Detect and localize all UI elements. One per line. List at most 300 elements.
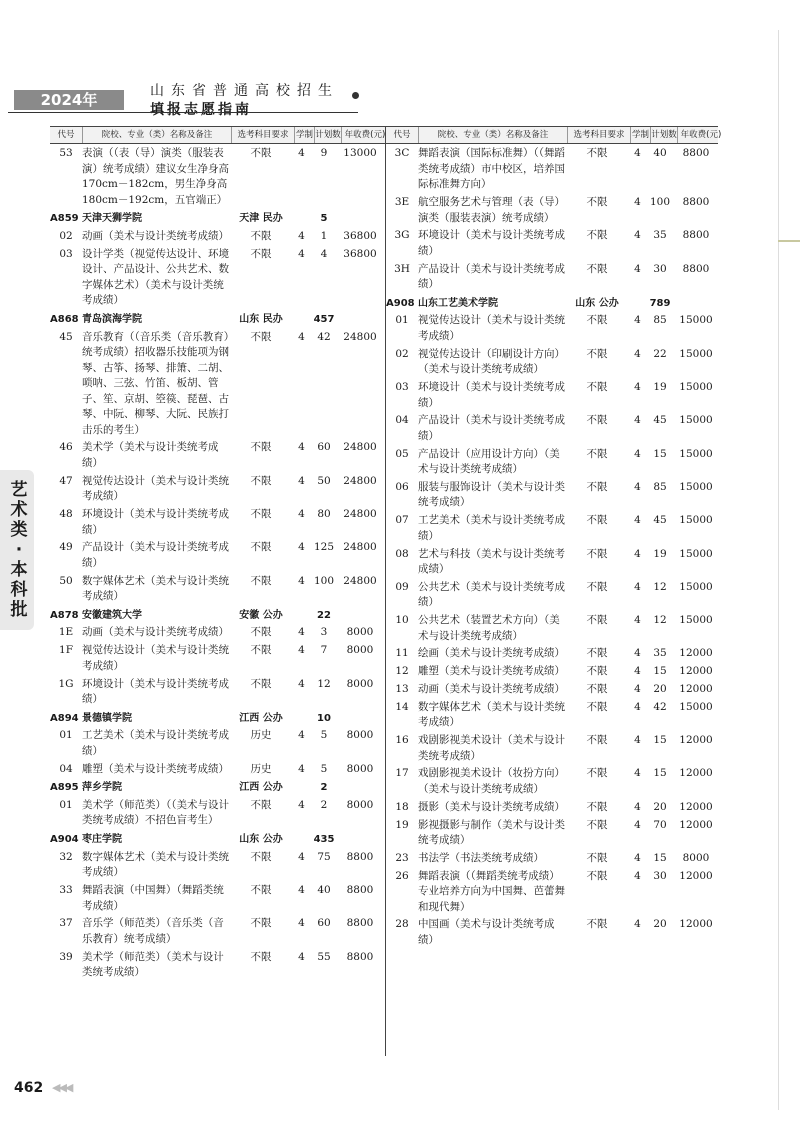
row-years: 4: [634, 818, 641, 831]
row-code: 01: [395, 314, 409, 327]
row-fee: 15000: [679, 347, 713, 360]
row-plan: 30: [653, 869, 667, 882]
row-years: 4: [298, 508, 305, 521]
row-name: 动画（美术与设计类统考成绩）: [82, 230, 229, 243]
row-years: 4: [634, 580, 641, 593]
table-row: [50, 474, 385, 505]
row-name: 产品设计（美术与设计类统考成绩）: [418, 262, 565, 291]
row-name: 天津天狮学院: [82, 213, 142, 225]
row-code: 39: [59, 950, 73, 963]
row-years: 4: [634, 614, 641, 627]
row-plan: 15: [653, 767, 667, 780]
table-row: [386, 146, 718, 193]
row-code: 18: [395, 800, 409, 813]
row-code: 17: [395, 767, 409, 780]
row-name: 青岛滨海学院: [82, 313, 142, 325]
row-requirement: 江西 公办: [239, 712, 283, 724]
row-name: 舞蹈表演（（舞蹈类统考成绩）专业培养方向为中国舞、芭蕾舞和现代舞）: [418, 869, 565, 913]
row-years: 4: [634, 147, 641, 160]
row-name: 设计学类（视觉传达设计、环境设计、产品设计、公共艺术、数字媒体艺术）（美术与设计类统考成绩）: [82, 247, 229, 307]
row-plan: 20: [653, 918, 667, 931]
page-edge-tick: [778, 240, 800, 242]
row-requirement: 不限: [250, 884, 272, 897]
row-code: 23: [395, 851, 409, 864]
table-row: [386, 313, 718, 344]
row-years: 4: [634, 262, 641, 275]
row-requirement: 不限: [250, 850, 272, 863]
row-years: 4: [298, 798, 305, 811]
row-name: 美术学（师范类）（（美术与设计类统考成绩）不招色盲考生）: [82, 798, 229, 827]
row-years: 4: [634, 918, 641, 931]
row-plan: 9: [320, 147, 328, 160]
row-years: 4: [634, 229, 641, 242]
row-requirement: 不限: [250, 798, 272, 811]
page-number: 462: [14, 1080, 44, 1096]
row-requirement: 不限: [586, 480, 608, 493]
row-years: 4: [298, 330, 305, 343]
year-tag: 2024年: [14, 90, 124, 110]
row-name: 枣庄学院: [82, 833, 122, 845]
row-name: 舞蹈表演（中国舞）（舞蹈类统考成绩）: [82, 884, 224, 912]
row-years: [628, 296, 647, 312]
header-fee: 年收费(元): [344, 130, 386, 140]
table-row: [386, 851, 718, 867]
row-requirement: 天津 民办: [239, 213, 283, 225]
row-code: 16: [395, 734, 409, 747]
row-years: 4: [298, 884, 305, 897]
row-requirement: 不限: [586, 767, 608, 780]
row-name: 环境设计（美术与设计类统考成绩）: [82, 677, 229, 706]
row-code: 3G: [394, 229, 410, 242]
row-requirement: 山东 民办: [239, 313, 283, 325]
row-requirement: 历史: [250, 762, 272, 775]
table-row: [386, 869, 718, 916]
row-plan: 45: [653, 414, 667, 427]
row-name: 环境设计（美术与设计类统考成绩）: [418, 229, 565, 257]
row-requirement: 不限: [586, 381, 608, 394]
page-arrows-icon: ◀◀◀: [52, 1081, 72, 1094]
header-years: 学制: [295, 127, 315, 143]
table-row: [386, 580, 718, 611]
row-fee: 36800: [343, 247, 377, 260]
table-row: [386, 380, 718, 411]
table-row: [50, 540, 385, 571]
school-row: [50, 780, 385, 796]
row-fee: 13000: [343, 147, 377, 160]
header-code: 代号: [50, 127, 83, 143]
row-code: 19: [395, 818, 409, 831]
row-plan: 42: [653, 700, 667, 713]
table-row: [50, 330, 385, 439]
row-years: 4: [634, 314, 641, 327]
row-years: 4: [298, 247, 305, 260]
table-row: [386, 447, 718, 478]
row-code: 13: [395, 683, 409, 696]
table-row: [386, 818, 718, 849]
row-years: 4: [634, 381, 641, 394]
row-code: 28: [395, 918, 409, 931]
row-plan: 12: [653, 580, 667, 593]
row-years: 4: [634, 869, 641, 882]
row-plan: 15: [653, 447, 667, 460]
row-name: 戏剧影视美术设计（美术与设计类统考成绩）: [418, 734, 565, 762]
row-name: 摄影（美术与设计类统考成绩）: [418, 800, 565, 813]
row-years: 4: [298, 147, 305, 160]
header-years: 学制: [631, 127, 651, 143]
row-fee: 8000: [346, 644, 374, 657]
row-requirement: 不限: [586, 800, 608, 813]
row-years: 4: [298, 677, 305, 690]
table-row: [50, 625, 385, 641]
row-fee: [337, 832, 383, 848]
left-table-body: [50, 146, 385, 980]
row-code: 1E: [58, 626, 74, 639]
row-plan: 15: [653, 851, 667, 864]
row-years: 4: [634, 547, 641, 560]
row-requirement: 不限: [250, 330, 272, 343]
row-name: 公共艺术（美术与设计类统考成绩）: [418, 580, 565, 609]
row-plan: 3: [320, 626, 328, 639]
row-name: 服装与服饰设计（美术与设计类统考成绩）: [418, 480, 565, 509]
school-row: [50, 211, 385, 227]
row-requirement: 不限: [250, 574, 272, 587]
table-row: [50, 728, 385, 759]
row-years: [292, 211, 311, 227]
row-name: 动画（美术与设计类统考成绩）: [82, 626, 229, 639]
row-name: 表演（（表（导）演类（服装表演）统考成绩）建议女生净身高170cm－182cm，男生净身高180cm－192cm，五官端正）: [82, 147, 229, 206]
row-code: 12: [395, 665, 409, 678]
row-fee: 15000: [679, 314, 713, 327]
row-plan: 1: [320, 230, 328, 243]
row-code: 02: [59, 230, 73, 243]
row-fee: 8000: [346, 677, 374, 690]
row-plan: 40: [653, 147, 667, 160]
row-plan: 42: [317, 330, 331, 343]
row-code: 02: [395, 347, 409, 360]
row-years: 4: [634, 514, 641, 527]
row-code: 01: [59, 798, 73, 811]
row-years: [292, 312, 311, 328]
row-fee: 8800: [682, 196, 710, 209]
table-row: [50, 574, 385, 605]
side-tab-label: 艺术类·本科批: [10, 480, 28, 620]
row-code: A894: [50, 712, 79, 724]
row-requirement: 不限: [250, 230, 272, 243]
row-fee: 12000: [679, 918, 713, 931]
row-code: 14: [395, 700, 409, 713]
row-fee: 8800: [346, 884, 374, 897]
row-name: 书法学（书法类统考成绩）: [418, 851, 544, 864]
row-years: [292, 832, 311, 848]
row-years: [292, 780, 311, 796]
table-row: [386, 646, 718, 662]
left-column: [50, 126, 385, 981]
row-requirement: 不限: [586, 147, 608, 160]
row-code: 10: [395, 614, 409, 627]
row-name: 环境设计（美术与设计类统考成绩）: [418, 381, 565, 409]
row-fee: [337, 312, 383, 328]
row-code: 04: [395, 414, 409, 427]
row-code: 1G: [58, 677, 74, 690]
row-requirement: 不限: [586, 447, 608, 460]
row-requirement: 不限: [586, 851, 608, 864]
row-requirement: 不限: [586, 683, 608, 696]
row-fee: 8000: [346, 626, 374, 639]
row-years: [292, 711, 311, 727]
table-row: [386, 513, 718, 544]
row-name: 音乐学（师范类）（音乐类（音乐教育）统考成绩）: [82, 917, 224, 945]
row-years: 4: [634, 734, 641, 747]
row-plan: 2: [320, 782, 328, 794]
row-code: 01: [59, 729, 73, 742]
row-code: 03: [59, 247, 73, 260]
row-fee: 8000: [346, 729, 374, 742]
table-row: [386, 480, 718, 511]
row-plan: 40: [317, 884, 331, 897]
row-years: 4: [634, 700, 641, 713]
row-plan: 75: [317, 850, 331, 863]
row-plan: 15: [653, 665, 667, 678]
row-name: 美术学（师范类）（美术与设计类统考成绩）: [82, 950, 224, 979]
table-row: [50, 798, 385, 829]
row-requirement: 不限: [250, 247, 272, 260]
row-years: 4: [634, 665, 641, 678]
row-code: 03: [395, 381, 409, 394]
row-fee: 12000: [679, 683, 713, 696]
row-code: 46: [59, 441, 73, 454]
row-requirement: 不限: [250, 508, 272, 521]
right-column: [386, 126, 722, 948]
row-requirement: 不限: [250, 441, 272, 454]
row-code: 48: [59, 508, 73, 521]
row-years: 4: [634, 347, 641, 360]
row-fee: 15000: [679, 480, 713, 493]
row-code: A868: [50, 313, 79, 325]
table-row: [386, 547, 718, 578]
row-plan: 10: [317, 712, 331, 724]
row-requirement: 不限: [586, 734, 608, 747]
row-requirement: 不限: [586, 869, 608, 882]
row-years: 4: [634, 196, 641, 209]
row-plan: 30: [653, 262, 667, 275]
table-row: [386, 800, 718, 816]
row-plan: 20: [653, 683, 667, 696]
row-requirement: 不限: [586, 347, 608, 360]
table-row: [386, 347, 718, 378]
header-plan: 计划数: [651, 127, 678, 143]
row-fee: 12000: [679, 800, 713, 813]
row-fee: [673, 296, 719, 312]
row-plan: 80: [317, 508, 331, 521]
row-plan: 15: [653, 734, 667, 747]
header-name: 院校、专业（类）名称及备注: [83, 127, 232, 143]
school-row: [50, 312, 385, 328]
table-row: [386, 262, 718, 293]
row-years: 4: [298, 474, 305, 487]
row-years: 4: [298, 644, 305, 657]
table-row: [386, 195, 718, 226]
row-code: A895: [50, 782, 79, 794]
row-name: 艺术与科技（美术与设计类统考成绩）: [418, 547, 565, 576]
table-row: [50, 850, 385, 881]
row-fee: [337, 608, 383, 624]
row-requirement: 不限: [250, 644, 272, 657]
row-fee: 12000: [679, 767, 713, 780]
row-plan: 435: [313, 833, 335, 845]
row-requirement: 不限: [586, 196, 608, 209]
table-row: [50, 229, 385, 245]
row-fee: 15000: [679, 580, 713, 593]
row-years: 4: [298, 850, 305, 863]
row-years: 4: [298, 574, 305, 587]
table-row: [50, 762, 385, 778]
row-plan: 60: [317, 441, 331, 454]
row-plan: 45: [653, 514, 667, 527]
table-header-left: [50, 126, 385, 144]
row-name: 景德镇学院: [82, 712, 132, 724]
row-plan: 55: [317, 950, 331, 963]
row-years: 4: [298, 541, 305, 554]
header-dot: [352, 92, 359, 99]
row-name: 舞蹈表演（国际标准舞）（（舞蹈类统考成绩）市中校区，培养国际标准舞方向）: [418, 147, 565, 191]
row-plan: 12: [317, 677, 331, 690]
row-fee: 24800: [343, 574, 377, 587]
row-requirement: 不限: [586, 229, 608, 242]
table-row: [386, 682, 718, 698]
row-name: 动画（美术与设计类统考成绩）: [418, 683, 565, 696]
row-code: A904: [50, 833, 79, 845]
row-fee: 12000: [679, 665, 713, 678]
row-requirement: 山东 公办: [239, 833, 283, 845]
header-req: 选考科目要求: [568, 127, 631, 143]
row-code: 50: [59, 574, 73, 587]
right-table-body: [386, 146, 718, 948]
row-years: 4: [298, 230, 305, 243]
row-years: 4: [634, 480, 641, 493]
header-name: 院校、专业（类）名称及备注: [419, 127, 568, 143]
row-fee: 8000: [346, 798, 374, 811]
school-row: [50, 608, 385, 624]
row-name: 视觉传达设计（美术与设计类统考成绩）: [82, 644, 229, 672]
row-code: 3E: [394, 196, 410, 209]
row-plan: 4: [320, 247, 328, 260]
row-name: 音乐教育（（音乐类（音乐教育）统考成绩）招收器乐技能项为钢琴、古筝、扬琴、排箫、二胡、唢呐、三弦、竹笛、板胡、管子、笙、京胡、箜篌、琵琶、古琴、中阮、柳琴、大阮、民族打击乐的考生）: [82, 330, 229, 436]
row-fee: 15000: [679, 547, 713, 560]
row-requirement: 不限: [586, 818, 608, 831]
row-years: 4: [298, 626, 305, 639]
row-years: 4: [298, 950, 305, 963]
row-code: 45: [59, 330, 73, 343]
header-rule: [8, 112, 358, 113]
row-code: 3C: [394, 147, 410, 160]
row-code: 33: [59, 884, 73, 897]
row-name: 环境设计（美术与设计类统考成绩）: [82, 508, 229, 536]
table-row: [50, 247, 385, 309]
row-name: 影视摄影与制作（美术与设计类统考成绩）: [418, 818, 565, 847]
table-row: [50, 440, 385, 471]
row-fee: 15000: [679, 614, 713, 627]
row-name: 安徽建筑大学: [82, 609, 142, 621]
header-code: 代号: [386, 127, 419, 143]
table-row: [50, 916, 385, 947]
school-row: [50, 832, 385, 848]
row-fee: 36800: [343, 230, 377, 243]
row-requirement: 不限: [250, 147, 272, 160]
row-plan: 60: [317, 917, 331, 930]
row-name: 美术学（美术与设计类统考成绩）: [82, 441, 219, 469]
row-name: 山东工艺美术学院: [418, 297, 498, 309]
row-code: 1F: [59, 644, 73, 657]
row-fee: [337, 211, 383, 227]
row-years: 4: [298, 917, 305, 930]
row-plan: 5: [320, 213, 328, 225]
row-fee: 24800: [343, 330, 377, 343]
row-plan: 125: [313, 541, 335, 554]
row-code: A859: [50, 213, 79, 225]
row-fee: [337, 711, 383, 727]
row-plan: 100: [313, 574, 335, 587]
row-requirement: 不限: [250, 541, 272, 554]
row-requirement: 不限: [586, 314, 608, 327]
row-name: 视觉传达设计（美术与设计类统考成绩）: [418, 314, 565, 342]
row-code: 05: [395, 447, 409, 460]
row-fee: 24800: [343, 541, 377, 554]
table-row: [386, 413, 718, 444]
row-name: 航空服务艺术与管理（表（导）演类（服装表演）统考成绩）: [418, 196, 565, 224]
row-requirement: 不限: [586, 614, 608, 627]
row-name: 数字媒体艺术（美术与设计类统考成绩）: [82, 574, 229, 603]
row-name: 萍乡学院: [82, 782, 122, 794]
row-requirement: 不限: [250, 677, 272, 690]
row-plan: 19: [653, 547, 667, 560]
row-plan: 85: [653, 314, 667, 327]
row-fee: 8800: [346, 917, 374, 930]
row-code: 09: [395, 580, 409, 593]
row-code: A878: [50, 609, 79, 621]
row-name: 雕塑（美术与设计类统考成绩）: [82, 762, 229, 775]
row-fee: 8800: [682, 147, 710, 160]
row-fee: 15000: [679, 514, 713, 527]
row-name: 产品设计（美术与设计类统考成绩）: [418, 414, 565, 442]
table-row: [50, 643, 385, 674]
row-code: 3H: [394, 262, 410, 275]
row-fee: 24800: [343, 508, 377, 521]
row-requirement: 不限: [586, 414, 608, 427]
table-row: [386, 917, 718, 948]
row-fee: 12000: [679, 647, 713, 660]
table-header-right: [386, 126, 722, 144]
row-plan: 85: [653, 480, 667, 493]
table-row: [386, 733, 718, 764]
school-row: [50, 711, 385, 727]
table-row: [386, 664, 718, 680]
table-row: [50, 146, 385, 208]
row-requirement: 不限: [586, 514, 608, 527]
table-row: [50, 507, 385, 538]
row-name: 公共艺术（装置艺术方向）（美术与设计类统考成绩）: [418, 614, 560, 642]
table-row: [50, 677, 385, 708]
row-code: 08: [395, 547, 409, 560]
row-name: 数字媒体艺术（美术与设计类统考成绩）: [82, 850, 229, 879]
table-row: [386, 766, 718, 797]
row-requirement: 不限: [250, 626, 272, 639]
row-code: 47: [59, 474, 73, 487]
row-fee: [337, 780, 383, 796]
row-fee: 15000: [679, 381, 713, 394]
row-years: 4: [298, 762, 305, 775]
row-years: 4: [634, 851, 641, 864]
row-fee: 15000: [679, 414, 713, 427]
